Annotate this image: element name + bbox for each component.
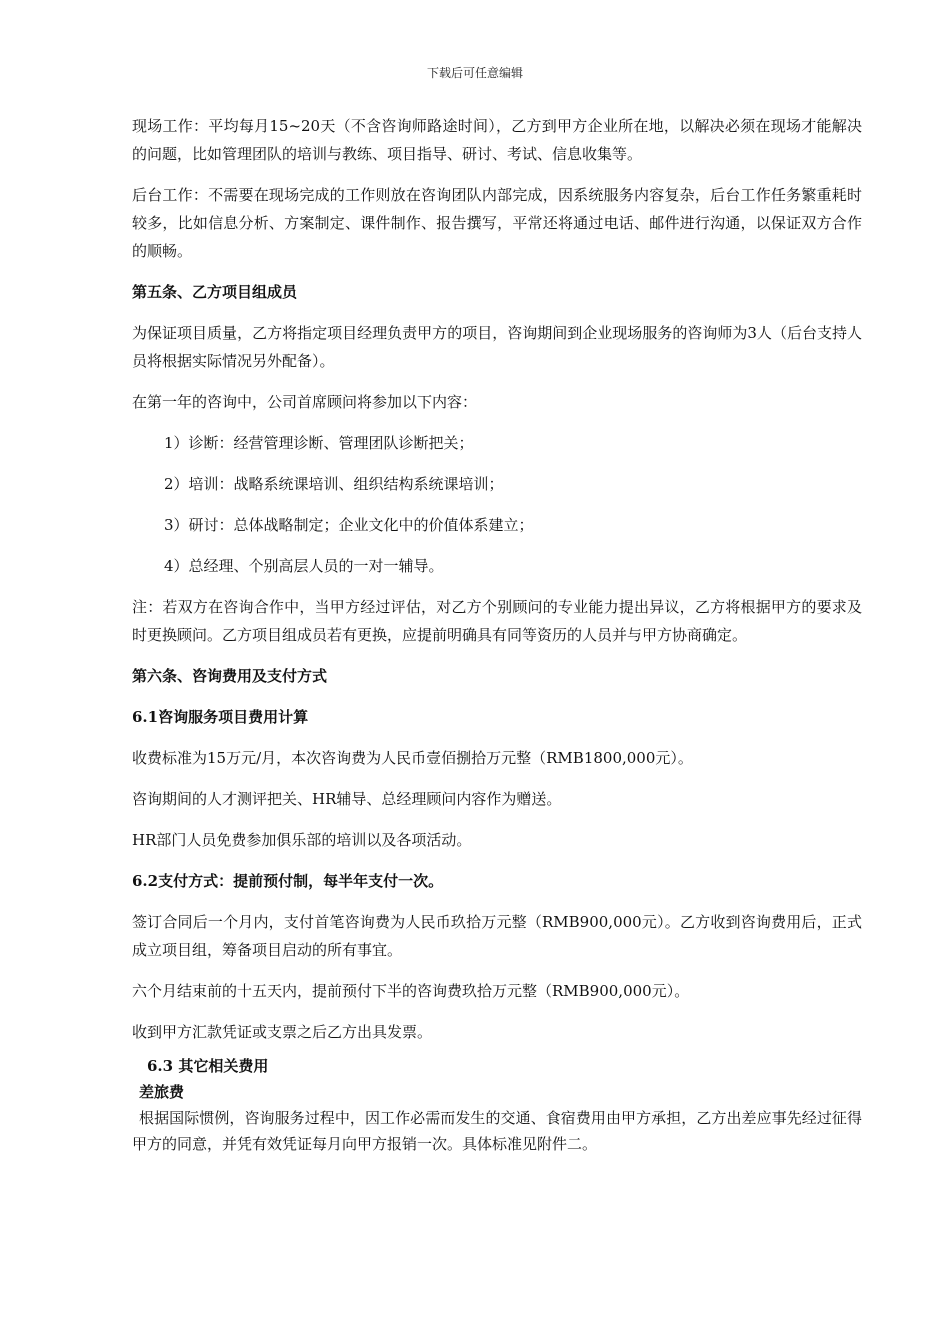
- list-item: 2）培训：战略系统课培训、组织结构系统课培训；: [164, 475, 504, 493]
- paragraph: 收到甲方汇款凭证或支票之后乙方出具发票。: [132, 1023, 433, 1041]
- section-heading: 6.2支付方式：提前预付制，每半年支付一次。: [132, 872, 444, 890]
- section-6-3-text: 根据国际惯例，咨询服务过程中，因工作必需而发生的交通、食宿费用由甲方承担，乙方出差应事先经过征得甲方的同意，并凭有效凭证每月向甲方报销一次。具体标准见附件二。: [132, 1109, 862, 1153]
- list-item: 3）研讨：总体战略制定；企业文化中的价值体系建立；: [164, 516, 534, 534]
- section-6-3-title: 6.3 其它相关费用: [147, 1057, 269, 1075]
- section-6-3-subtitle: 差旅费: [139, 1083, 185, 1101]
- paragraph: 在第一年的咨询中，公司首席顾问将参加以下内容：: [132, 393, 478, 411]
- document-body: [132, 112, 862, 1157]
- paragraph: HR部门人员免费参加俱乐部的培训以及各项活动。: [132, 831, 472, 849]
- paragraph: 现场工作：平均每月15~20天（不含咨询师路途时间），乙方到甲方企业所在地，以解决必须在现场才能解决的问题，比如管理团队的培训与教练、项目指导、研讨、考试、信息收集等。: [132, 117, 862, 163]
- paragraph: 咨询期间的人才测评把关、HR辅导、总经理顾问内容作为赠送。: [132, 790, 562, 808]
- section-heading: 6.1咨询服务项目费用计算: [132, 708, 309, 726]
- paragraph: 签订合同后一个月内，支付首笔咨询费为人民币玖拾万元整（RMB900,000元）。乙方收到咨询费用后，正式成立项目组，筹备项目启动的所有事宜。: [132, 913, 862, 959]
- content-blocks: [132, 112, 862, 1046]
- section-heading: 第五条、乙方项目组成员: [132, 283, 298, 301]
- paragraph: 收费标准为15万元/月，本次咨询费为人民币壹佰捌拾万元整（RMB1800,000元）。: [132, 749, 693, 767]
- section-heading: 第六条、咨询费用及支付方式: [132, 667, 328, 685]
- list-item: 4）总经理、个别高层人员的一对一辅导。: [164, 557, 444, 575]
- paragraph: 六个月结束前的十五天内，提前预付下半的咨询费玖拾万元整（RMB900,000元）。: [132, 982, 690, 1000]
- paragraph: 为保证项目质量，乙方将指定项目经理负责甲方的项目，咨询期间到企业现场服务的咨询师为3人（后台支持人员将根据实际情况另外配备）。: [132, 324, 862, 370]
- page-header: 下载后可任意编辑: [426, 66, 523, 80]
- paragraph: 后台工作：不需要在现场完成的工作则放在咨询团队内部完成，因系统服务内容复杂，后台工作任务繁重耗时较多，比如信息分析、方案制定、课件制作、报告撰写，平常还将通过电话、邮件进行沟通，以保证双方合作的顺畅。: [132, 186, 862, 260]
- paragraph: 注：若双方在咨询合作中，当甲方经过评估，对乙方个别顾问的专业能力提出异议，乙方将根据甲方的要求及时更换顾问。乙方项目组成员若有更换，应提前明确具有同等资历的人员并与甲方协商确定。: [132, 598, 862, 644]
- list-item: 1）诊断：经营管理诊断、管理团队诊断把关；: [164, 434, 474, 452]
